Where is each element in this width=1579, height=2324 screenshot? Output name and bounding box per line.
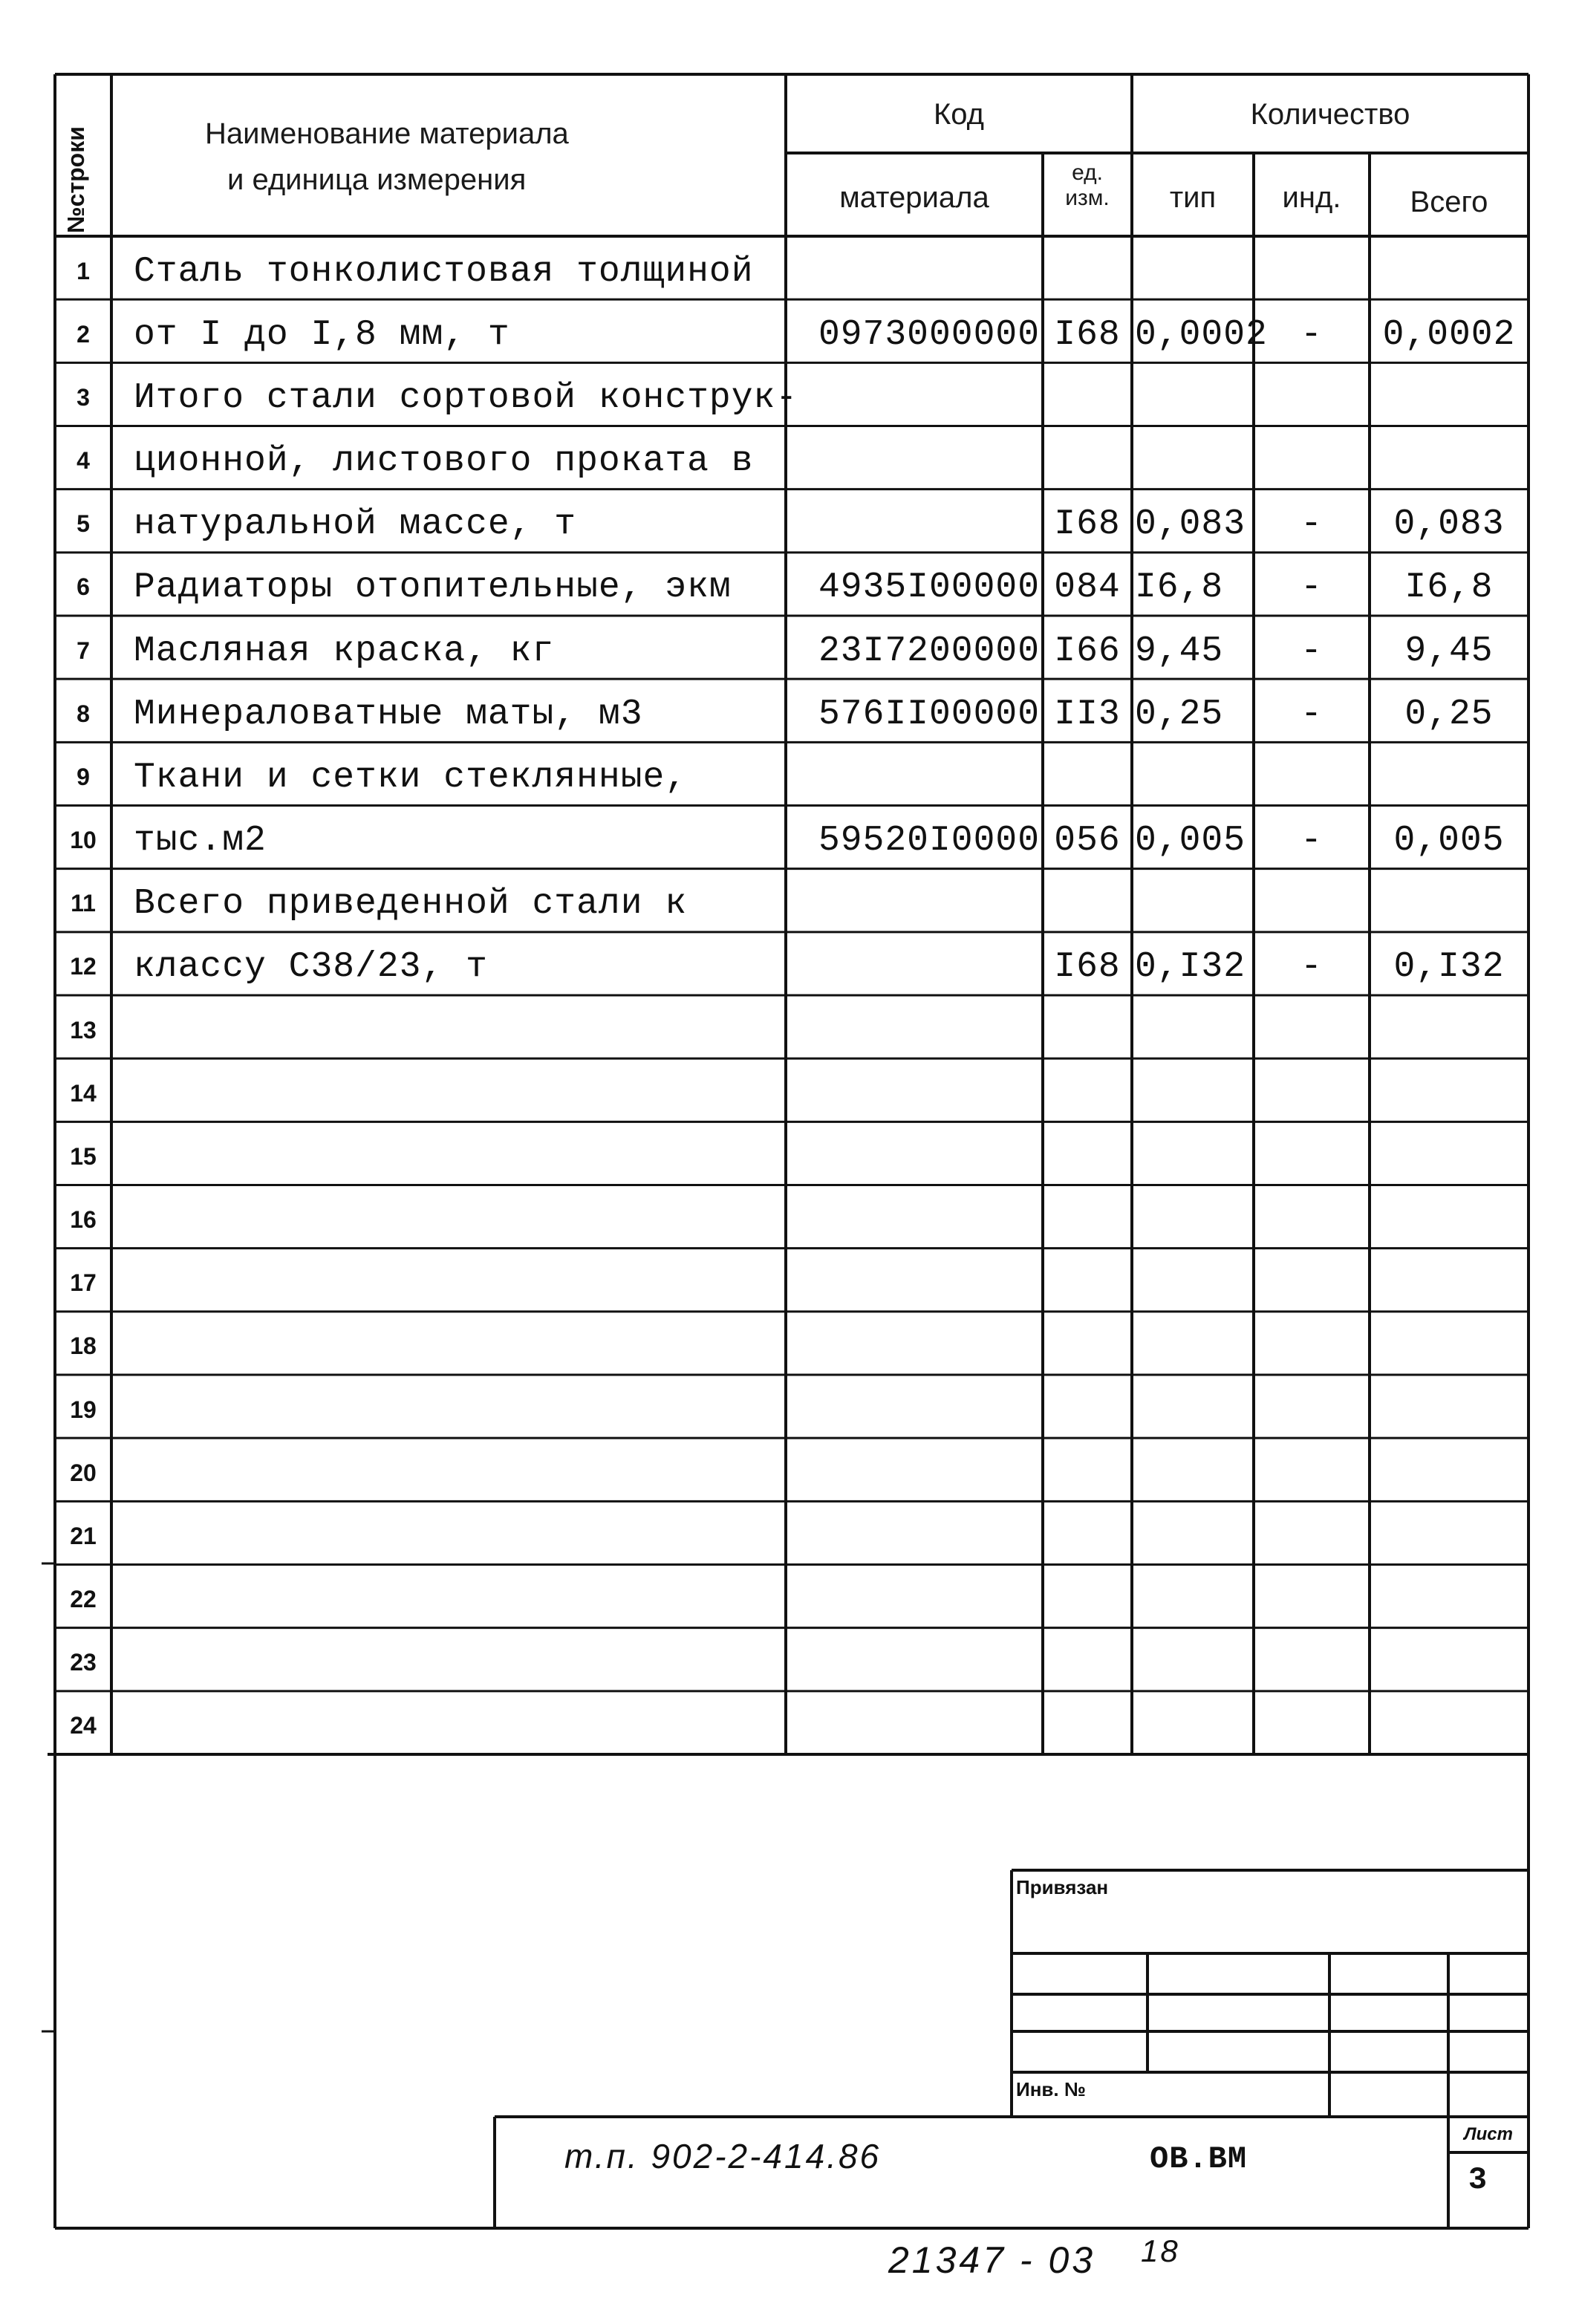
quantity-total-header: Всего — [1410, 186, 1488, 218]
row-number: 11 — [71, 890, 96, 917]
project-code: т.п. 902-2-414.86 — [564, 2137, 882, 2175]
row-number: 7 — [76, 637, 90, 664]
row-number: 20 — [70, 1459, 97, 1486]
row-number: 24 — [70, 1712, 97, 1739]
row-quantity-ind: - — [1300, 567, 1323, 608]
row-number: 22 — [70, 1586, 97, 1613]
row-unit-code: I68 — [1054, 947, 1121, 988]
row-material-name: Минераловатные маты, м3 — [134, 694, 643, 735]
row-quantity-ind: - — [1300, 821, 1323, 862]
row-material-name: Масляная краска, кг — [134, 631, 555, 671]
code-group-header: Код — [933, 98, 984, 131]
row-number: 8 — [76, 700, 90, 727]
row-material-name: Итого стали сортовой конструк- — [134, 377, 798, 418]
material-name-header-line1: Наименование материала — [205, 117, 569, 150]
row-material-name: ционной, листового проката в — [134, 441, 754, 482]
row-material-name: классу С38/23, т — [134, 947, 488, 988]
row-number: 23 — [70, 1649, 97, 1676]
row-number: 15 — [70, 1142, 97, 1170]
row-number: 12 — [70, 953, 97, 980]
unit-header-line2: изм. — [1065, 186, 1110, 210]
row-unit-code: I68 — [1054, 314, 1121, 355]
row-quantity-type: 0,I32 — [1135, 947, 1246, 988]
row-material-code: 23I7200000 — [818, 631, 1040, 671]
row-material-name: Всего приведенной стали к — [134, 884, 688, 925]
row-material-code: 576II00000 — [818, 694, 1040, 735]
row-quantity-ind: - — [1300, 947, 1323, 988]
row-quantity-total: 0,083 — [1393, 504, 1505, 545]
row-unit-code: 084 — [1054, 567, 1121, 608]
document-mark: ОВ.ВМ — [1150, 2141, 1248, 2177]
row-quantity-ind: - — [1300, 631, 1323, 671]
row-number: 2 — [76, 320, 90, 348]
row-number: 5 — [76, 510, 90, 538]
quantity-type-header: тип — [1169, 181, 1217, 214]
row-quantity-total: 9,45 — [1404, 631, 1494, 671]
row-material-name: от I до I,8 мм, т — [134, 314, 510, 355]
row-unit-code: II3 — [1054, 694, 1121, 735]
row-number: 3 — [76, 383, 90, 411]
row-unit-code: I68 — [1054, 504, 1121, 545]
row-quantity-ind: - — [1300, 314, 1323, 355]
privyazan-label: Привязан — [1016, 1876, 1109, 1898]
row-quantity-ind: - — [1300, 694, 1323, 735]
row-number: 18 — [70, 1332, 97, 1360]
material-name-header-line2: и единица измерения — [227, 163, 527, 196]
sheet-number: 3 — [1468, 2162, 1488, 2198]
row-number: 10 — [70, 827, 97, 854]
row-number: 6 — [76, 573, 90, 601]
row-quantity-total: 0,0002 — [1382, 314, 1516, 355]
row-quantity-total: 0,005 — [1393, 821, 1505, 862]
row-quantity-total: 0,25 — [1404, 694, 1494, 735]
row-number: 13 — [70, 1016, 97, 1044]
row-quantity-type: I6,8 — [1135, 567, 1224, 608]
row-quantity-type: 0,0002 — [1135, 314, 1268, 355]
row-material-name: Радиаторы отопительные, экм — [134, 567, 732, 608]
row-number: 4 — [76, 447, 90, 475]
row-quantity-type: 0,005 — [1135, 821, 1246, 862]
inventory-number-label: Инв. № — [1016, 2078, 1086, 2100]
row-material-code: 0973000000 — [818, 314, 1040, 355]
archive-number: 21347 - 03 — [888, 2239, 1096, 2281]
row-unit-code: 056 — [1054, 821, 1121, 862]
row-quantity-total: I6,8 — [1404, 567, 1494, 608]
row-number: 21 — [70, 1522, 97, 1549]
archive-suffix: 18 — [1141, 2233, 1180, 2268]
row-material-name: Ткани и сетки стеклянные, — [134, 757, 688, 798]
row-number: 1 — [76, 257, 90, 284]
row-number: 9 — [76, 763, 90, 790]
sheet-label: Лист — [1464, 2124, 1513, 2144]
row-quantity-type: 9,45 — [1135, 631, 1224, 671]
row-number: 19 — [70, 1396, 97, 1423]
row-number: 17 — [70, 1269, 97, 1297]
row-material-name: Сталь тонколистовая толщиной — [134, 251, 754, 292]
row-number: 16 — [70, 1206, 97, 1234]
row-quantity-ind: - — [1300, 504, 1323, 545]
row-number: 14 — [70, 1079, 97, 1107]
row-quantity-type: 0,083 — [1135, 504, 1246, 545]
unit-header-line1: ед. — [1072, 160, 1103, 185]
row-quantity-total: 0,I32 — [1393, 947, 1505, 988]
row-material-code: 4935I00000 — [818, 567, 1040, 608]
row-material-name: тыс.м2 — [134, 821, 267, 862]
row-unit-code: I66 — [1054, 631, 1121, 671]
row-material-name: натуральной массе, т — [134, 504, 577, 545]
quantity-ind-header: инд. — [1282, 181, 1341, 214]
row-quantity-type: 0,25 — [1135, 694, 1224, 735]
row-material-code: 59520I0000 — [818, 821, 1040, 862]
code-material-header: материала — [839, 181, 989, 214]
row-number-header: №строки — [62, 126, 89, 233]
quantity-group-header: Количество — [1250, 98, 1410, 131]
